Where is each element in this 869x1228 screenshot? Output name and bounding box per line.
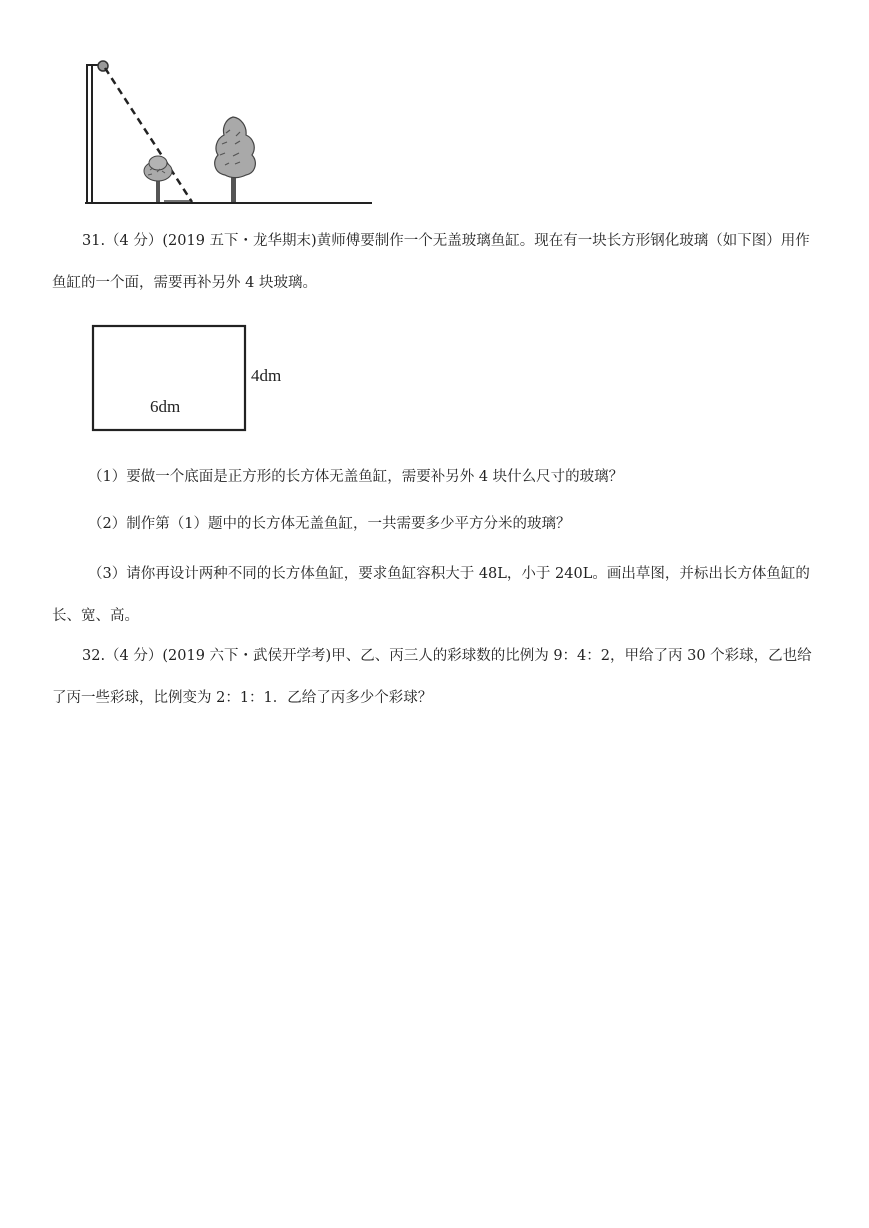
question-31-sub2: （2）制作第（1）题中的长方体无盖鱼缸，一共需要多少平方分米的玻璃？ — [88, 516, 571, 532]
question-31-sub3: （3）请你再设计两种不同的长方体鱼缸，要求鱼缸容积大于 48L，小于 240L。画出草图，并标出长方体鱼缸的长、宽、高。 — [52, 566, 810, 624]
light-ray-line — [105, 68, 192, 202]
question-31-text: 31.（4 分）(2019 五下・龙华期末)黄师傅要制作一个无盖玻璃鱼缸。现在有一块长方形钢化玻璃（如下图）用作鱼缸的一个面，需要再补另外 4 块玻璃。 — [52, 233, 810, 291]
glass-panel-figure — [88, 320, 303, 435]
lamp-post-icon — [87, 61, 108, 203]
width-label: 6dm — [150, 397, 181, 416]
question-32-text: 32.（4 分）(2019 六下・武侯开学考)甲、乙、丙三人的彩球数的比例为 9：4：2，甲给了丙 30 个彩球，乙也给了丙一些彩球，比例变为 2：1：1．乙给了丙多少个彩球？ — [52, 648, 812, 706]
lamp-tree-figure — [80, 55, 380, 210]
height-label: 4dm — [251, 366, 282, 385]
large-tree-icon — [215, 117, 256, 202]
question-31-sub1: （1）要做一个底面是正方形的长方体无盖鱼缸，需要补另外 4 块什么尺寸的玻璃？ — [88, 469, 624, 485]
